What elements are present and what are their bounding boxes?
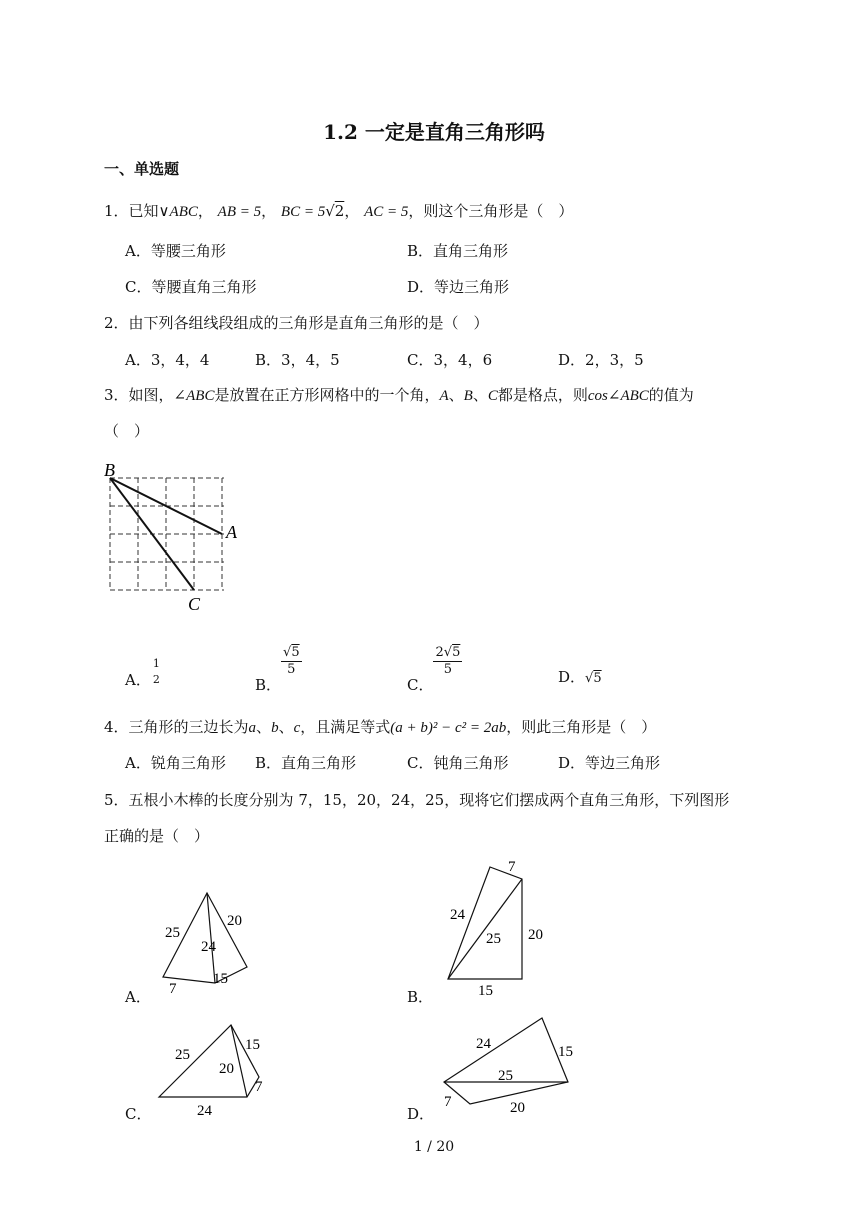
q3-prefix: 3．如图， — [104, 386, 174, 404]
question-5-stem-line2: 正确的是（ ） — [104, 827, 210, 845]
section-heading: 一、单选题 — [104, 160, 180, 178]
fig-d-outline — [444, 1018, 568, 1104]
q1-suffix: ，则这个三角形是（ ） — [408, 202, 574, 220]
q2-option-b[interactable]: B．3，4，5 — [255, 351, 340, 369]
fig-d-label: 15 — [558, 1044, 573, 1060]
fig-d-label: 20 — [510, 1100, 525, 1116]
q1-option-c[interactable]: C．等腰直角三角形 — [125, 278, 257, 296]
q3-option-a-fraction — [151, 656, 162, 688]
q3-cos: cos∠ABC — [587, 388, 649, 404]
q4-option-c[interactable]: C．钝角三角形 — [407, 754, 509, 772]
q3-point-c: C — [487, 388, 498, 404]
q4-var-a: a — [248, 720, 257, 736]
fig-b-label: 25 — [486, 931, 501, 947]
q4-sep: 、 — [256, 718, 272, 736]
q3-label-b: B — [104, 460, 115, 480]
q3-option-c[interactable] — [407, 645, 462, 694]
q4-prefix: 4．三角形的三边长为 — [104, 718, 249, 736]
q1-prefix: 1．已知 — [104, 202, 159, 220]
fig-b-diagonal — [448, 879, 522, 979]
q4-var-b: b — [271, 720, 279, 736]
question-5-stem-line1: 5．五根小木棒的长度分别为 7，15，20，24，25，现将它们摆成两个直角三角形，下列图形 — [104, 791, 730, 809]
question-1-stem — [104, 200, 573, 221]
frac-den: 5 — [287, 662, 296, 677]
page-number: 1 / 20 — [413, 1139, 455, 1155]
fig-a-label: 7 — [169, 981, 177, 995]
q3-option-d-sqrt: √5 — [585, 671, 602, 686]
fig-d-label: 25 — [498, 1068, 513, 1084]
q4-var-c: c — [293, 720, 301, 736]
fig-d-label: 24 — [476, 1036, 491, 1052]
q3-point-b: B — [463, 388, 473, 404]
q1-ac: AC = 5 — [364, 204, 409, 220]
q1-option-b[interactable]: B．直角三角形 — [407, 242, 509, 260]
q3-angle: ∠ABC — [173, 388, 215, 404]
q4-text: ，且满足等式 — [300, 718, 391, 736]
q5-option-a[interactable]: A． — [125, 988, 151, 1006]
fig-c-label: 24 — [197, 1103, 212, 1119]
q3-label-a: A — [226, 522, 237, 542]
q1-triangle: ∨ABC — [158, 204, 198, 220]
q3-grid-figure — [96, 456, 256, 616]
fig-c-label: 7 — [255, 1079, 263, 1095]
fig-c-label: 20 — [219, 1061, 234, 1077]
question-2-stem: 2．由下列各组线段组成的三角形是直角三角形的是（ ） — [104, 314, 489, 332]
q2-option-c[interactable]: C．3，4，6 — [407, 351, 493, 369]
frac-den: 5 — [443, 662, 453, 677]
q5-figure-b — [440, 855, 560, 1000]
frac-den: 2 — [152, 673, 160, 686]
q3-grid-lines — [110, 478, 224, 590]
q1-sqrt-icon: √ — [325, 202, 335, 220]
fig-b-label: 20 — [528, 927, 543, 943]
q3-option-d-label: D． — [558, 668, 586, 686]
q5-option-b[interactable]: B． — [407, 988, 434, 1006]
q4-option-b[interactable]: B．直角三角形 — [255, 754, 357, 772]
fig-a-label: 24 — [201, 939, 216, 955]
fig-b-outline — [448, 867, 522, 979]
q3-point-a: A — [439, 388, 449, 404]
q3-paren: （ ） — [104, 422, 150, 440]
q3-option-c-fraction — [433, 645, 462, 678]
q3-option-a[interactable] — [125, 657, 162, 690]
q3-sep: 、 — [448, 386, 464, 404]
q3-option-b-label: B． — [255, 675, 282, 694]
fig-d-label: 7 — [444, 1094, 452, 1110]
q3-option-a-label: A． — [125, 671, 151, 689]
q3-text2: 都是格点，则 — [497, 386, 588, 404]
q1-bc-radicand: 2 — [334, 202, 345, 220]
page-title: 1.2 一定是直角三角形吗 — [323, 120, 545, 144]
question-3-stem — [104, 384, 694, 405]
q3-option-c-label: C． — [407, 675, 434, 694]
q2-option-d[interactable]: D．2，3，5 — [558, 351, 644, 369]
q3-text: 是放置在正方形网格中的一个角， — [214, 386, 440, 404]
q3-option-d[interactable] — [558, 666, 602, 687]
q3-option-b-fraction — [281, 645, 302, 678]
q1-sep: ， — [261, 202, 277, 220]
q3-label-c: C — [188, 594, 201, 614]
q1-bc: BC = 5 — [280, 204, 326, 220]
fig-c-label: 15 — [245, 1037, 260, 1053]
q5-option-d[interactable]: D． — [407, 1105, 435, 1123]
q5-figure-a — [155, 885, 265, 995]
fig-a-label: 25 — [165, 925, 180, 941]
q4-suffix: ，则此三角形是（ ） — [506, 718, 657, 736]
q4-equation: (a + b)² − c² = 2ab — [390, 720, 507, 736]
q5-option-c[interactable]: C． — [125, 1105, 152, 1123]
q1-option-d[interactable]: D．等边三角形 — [407, 278, 510, 296]
q1-sep: ， — [197, 202, 213, 220]
q5-figure-d — [438, 1010, 588, 1120]
q1-sep: ， — [344, 202, 360, 220]
frac-num: 1 — [152, 657, 160, 670]
fig-b-label: 15 — [478, 983, 493, 999]
fig-c-label: 25 — [175, 1047, 190, 1063]
frac-num: √5 — [283, 645, 300, 660]
fig-a-label: 20 — [227, 913, 242, 929]
q4-sep: 、 — [278, 718, 294, 736]
q1-ab: AB = 5 — [217, 204, 262, 220]
fig-b-label: 24 — [450, 907, 465, 923]
question-4-stem — [104, 716, 656, 737]
q3-option-b[interactable] — [255, 645, 302, 694]
q2-option-a[interactable]: A．3，4，4 — [125, 351, 210, 369]
q4-option-d[interactable]: D．等边三角形 — [558, 754, 661, 772]
fig-a-label: 15 — [213, 971, 228, 987]
q3-sep: 、 — [472, 386, 488, 404]
frac-num: 2√5 — [435, 645, 461, 660]
q1-option-a[interactable]: A．等腰三角形 — [125, 242, 226, 260]
fig-b-label: 7 — [508, 859, 516, 875]
q5-figure-c — [155, 1015, 275, 1120]
q3-text3: 的值为 — [648, 386, 694, 404]
q4-option-a[interactable]: A．锐角三角形 — [125, 754, 226, 772]
